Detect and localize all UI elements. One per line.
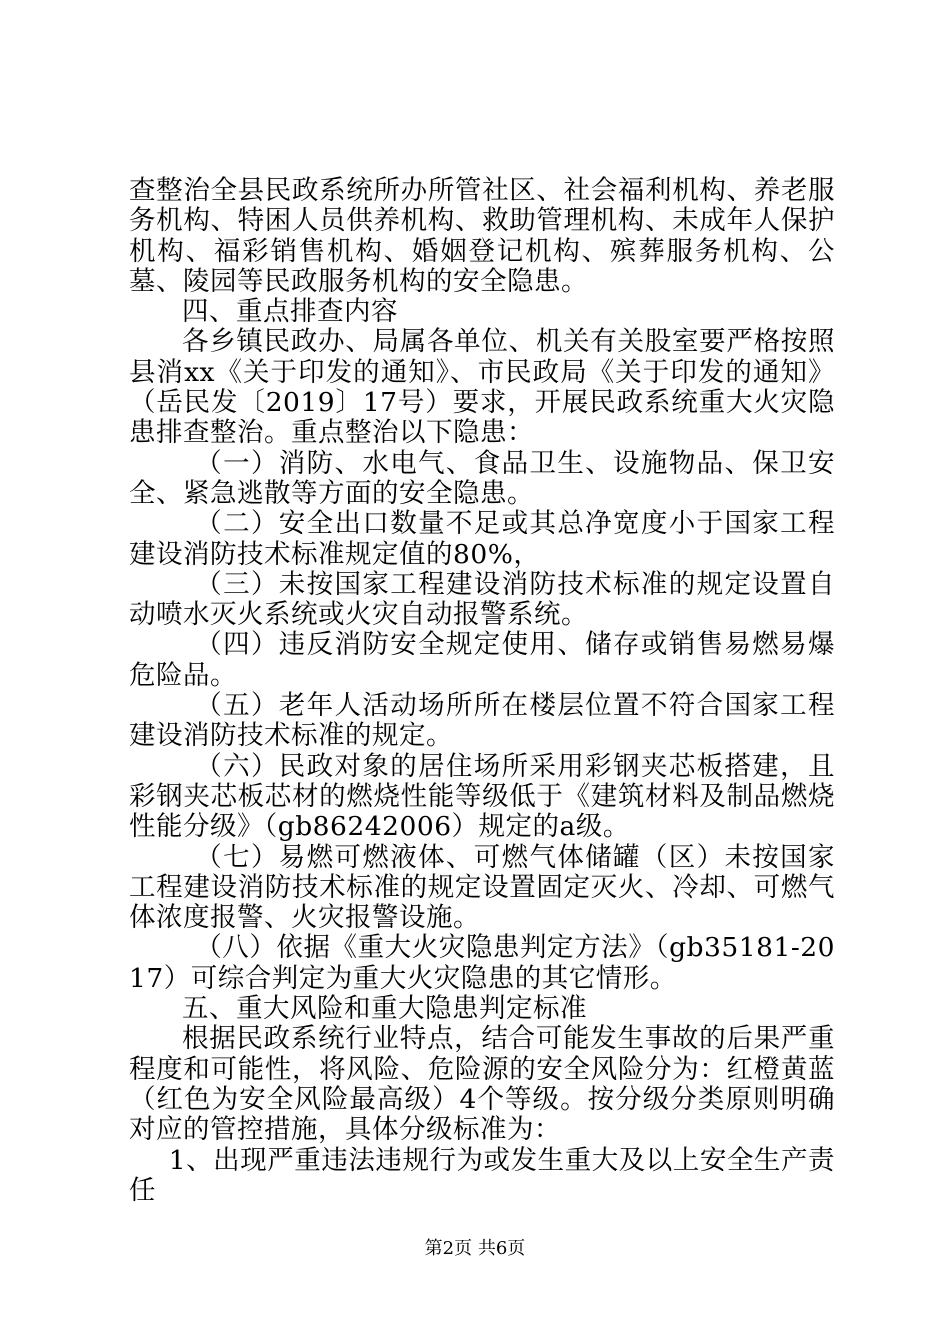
list-item-5: （五）老年人活动场所所在楼层位置不符合国家工程建设消防技术标准的规定。: [129, 690, 835, 752]
list-item-7: （七）易燃可燃液体、可燃气体储罐（区）未按国家工程建设消防技术标准的规定设置固定灭火、冷却、可燃气体浓度报警、火灾报警设施。: [129, 841, 835, 934]
paragraph-level-1: 1、出现严重违法违规行为或发生重大及以上安全生产责任: [129, 1144, 835, 1206]
list-item-8: （八）依据《重大火灾隐患判定方法》（gb35181-2017）可综合判定为重大火灾隐患的其它情形。: [129, 932, 835, 994]
paragraph-requirements: 各乡镇民政办、局属各单位、机关有关股室要严格按照县消xx《关于印发的通知》、市民政局《关于印发的通知》（岳民发〔2019〕17号）要求，开展民政系统重大火灾隐患排查整治。重点整治以下隐患：: [129, 326, 835, 449]
list-item-3: （三）未按国家工程建设消防技术标准的规定设置自动喷水灭火系统或火灾自动报警系统。: [129, 568, 835, 631]
heading-section-5: 五、重大风险和重大隐患判定标准: [182, 993, 587, 1025]
document-body: [129, 176, 835, 1206]
list-item-2: （二）安全出口数量不足或其总净宽度小于国家工程建设消防技术标准规定值的80%，: [129, 508, 835, 570]
list-item-4: （四）违反消防安全规定使用、储存或销售易燃易爆危险品。: [129, 629, 835, 691]
list-item-6: （六）民政对象的居住场所采用彩钢夹芯板搭建，且彩钢夹芯板芯材的燃烧性能等级低于《建筑材料及制品燃烧性能分级》（gb86242006）规定的a级。: [129, 750, 835, 843]
paragraph-scope: 查整治全县民政系统所办所管社区、社会福利机构、养老服务机构、特困人员供养机构、救助管理机构、未成年人保护机构、福彩销售机构、婚姻登记机构、殡葬服务机构、公墓、陵园等民政服务机构的安全隐患。: [129, 175, 835, 297]
heading-section-4: 四、重点排查内容: [182, 296, 398, 328]
page-number-footer: 第2页 共6页: [424, 1238, 526, 1259]
list-item-1: （一）消防、水电气、食品卫生、设施物品、保卫安全、紧急逃散等方面的安全隐患。: [129, 447, 835, 509]
paragraph-risk-levels: 根据民政系统行业特点，结合可能发生事故的后果严重程度和可能性，将风险、危险源的安全风险分为：红橙黄蓝（红色为安全风险最高级）4个等级。按分级分类原则明确对应的管控措施，具体分级标准为：: [129, 1023, 835, 1146]
